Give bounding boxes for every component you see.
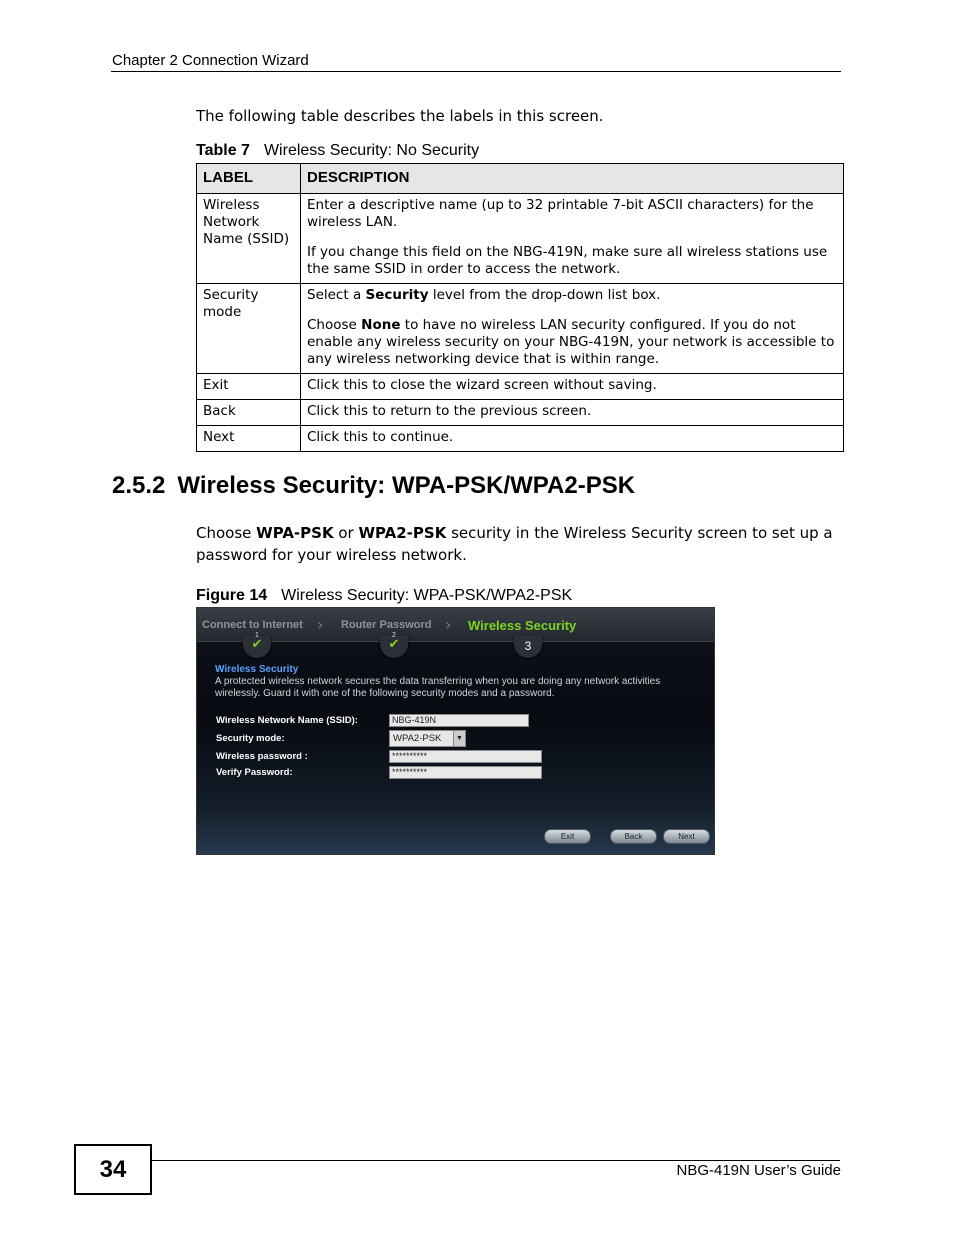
row-description	[301, 194, 844, 284]
intro-text: The following table describes the labels in this screen.	[196, 107, 604, 125]
row-label: Exit	[197, 374, 301, 400]
row-label: Security mode	[197, 284, 301, 374]
exit-button[interactable]: Exit	[544, 829, 591, 844]
text-run: Choose	[307, 317, 362, 333]
body-paragraph	[196, 522, 836, 566]
table-row	[197, 284, 844, 374]
step-connect-to-internet[interactable]: Connect to Internet	[202, 619, 303, 631]
table-header-row	[197, 164, 844, 194]
description-table	[196, 163, 844, 452]
text-run: Choose	[196, 524, 257, 542]
bold-term: None	[361, 317, 401, 333]
section-title: Wireless Security: WPA-PSK/WPA2-PSK	[177, 472, 636, 499]
column-header: LABEL	[197, 164, 301, 194]
ssid-label: Wireless Network Name (SSID):	[216, 715, 358, 726]
step-number: 2	[392, 632, 396, 639]
section-heading	[112, 472, 635, 500]
chapter-header: Chapter 2 Connection Wizard	[112, 52, 309, 69]
verify-password-label: Verify Password:	[216, 767, 293, 778]
text-run: Select a	[307, 287, 366, 303]
row-description: Click this to close the wizard screen without saving.	[301, 374, 844, 400]
row-description: Click this to return to the previous screen.	[301, 400, 844, 426]
text-run: security in the Wireless Security screen to set up a password for your wireless network.	[196, 524, 833, 564]
step-1-indicator	[243, 632, 271, 658]
column-header: DESCRIPTION	[301, 164, 844, 194]
ssid-field[interactable]: NBG-419N	[389, 714, 529, 727]
row-description: Click this to continue.	[301, 426, 844, 452]
page-number: 34	[74, 1144, 152, 1195]
check-icon: ✔	[251, 637, 263, 652]
bold-term: Security	[365, 287, 429, 303]
table-caption	[196, 142, 479, 160]
step-2-indicator	[380, 632, 408, 658]
wireless-password-label: Wireless password :	[216, 751, 308, 762]
description-paragraph: Enter a descriptive name (up to 32 printable 7-bit ASCII characters) for the wireless LAN.	[307, 197, 814, 230]
bold-term: WPA2-PSK	[358, 524, 447, 542]
row-label: Next	[197, 426, 301, 452]
dropdown-arrow-icon[interactable]: ▼	[453, 731, 465, 746]
section-number: 2.5.2	[112, 472, 166, 499]
step-wireless-security[interactable]: Wireless Security	[468, 618, 577, 633]
figure-caption-title: Wireless Security: WPA-PSK/WPA2-PSK	[281, 587, 573, 604]
text-run: level from the drop-down list box.	[428, 287, 661, 303]
description-paragraph	[307, 317, 837, 368]
check-icon: ✔	[388, 637, 400, 652]
back-button[interactable]: Back	[610, 829, 657, 844]
figure-caption-label: Figure 14	[196, 587, 268, 604]
header-rule	[111, 71, 841, 72]
table-row	[197, 374, 844, 400]
step-number: 3	[524, 639, 532, 653]
step-3-indicator	[514, 636, 542, 658]
wizard-step-bar	[197, 608, 714, 642]
row-label: Back	[197, 400, 301, 426]
security-mode-label: Security mode:	[216, 733, 285, 744]
chevron-right-icon: ›	[445, 615, 452, 634]
row-label: Wireless Network Name (SSID)	[197, 194, 301, 284]
wireless-password-field[interactable]: **********	[389, 750, 542, 763]
step-number: 1	[255, 632, 259, 639]
security-mode-select[interactable]	[389, 730, 466, 747]
description-paragraph	[307, 287, 837, 304]
next-button[interactable]: Next	[663, 829, 710, 844]
row-description	[301, 284, 844, 374]
table-row	[197, 194, 844, 284]
bold-term: WPA-PSK	[256, 524, 334, 542]
security-mode-value: WPA2-PSK	[393, 733, 442, 744]
footer-rule	[152, 1160, 840, 1161]
chevron-right-icon: ›	[317, 615, 324, 634]
step-router-password[interactable]: Router Password	[341, 619, 432, 631]
wizard-screenshot	[196, 607, 715, 855]
table-row	[197, 426, 844, 452]
table-caption-label: Table 7	[196, 142, 250, 159]
table-caption-title: Wireless Security: No Security	[263, 142, 480, 159]
wizard-section-title: Wireless Security	[215, 664, 299, 675]
guide-title: NBG-419N User’s Guide	[676, 1162, 841, 1179]
description-paragraph: If you change this field on the NBG-419N, make sure all wireless stations use the same SSID in order to access the network.	[307, 244, 828, 277]
figure-caption	[196, 587, 572, 605]
text-run: or	[333, 524, 359, 542]
table-row	[197, 400, 844, 426]
verify-password-field[interactable]: **********	[389, 766, 542, 779]
wizard-description: A protected wireless network secures the data transferring when you are doing any network activities wirelessly. Guard it with one of the following security modes and a password.	[215, 676, 661, 699]
text-run: to have no wireless LAN security configured. If you do not enable any wireless security on your NBG-419N, your network is accessible to any wireless networking device that is within range.	[307, 317, 835, 367]
